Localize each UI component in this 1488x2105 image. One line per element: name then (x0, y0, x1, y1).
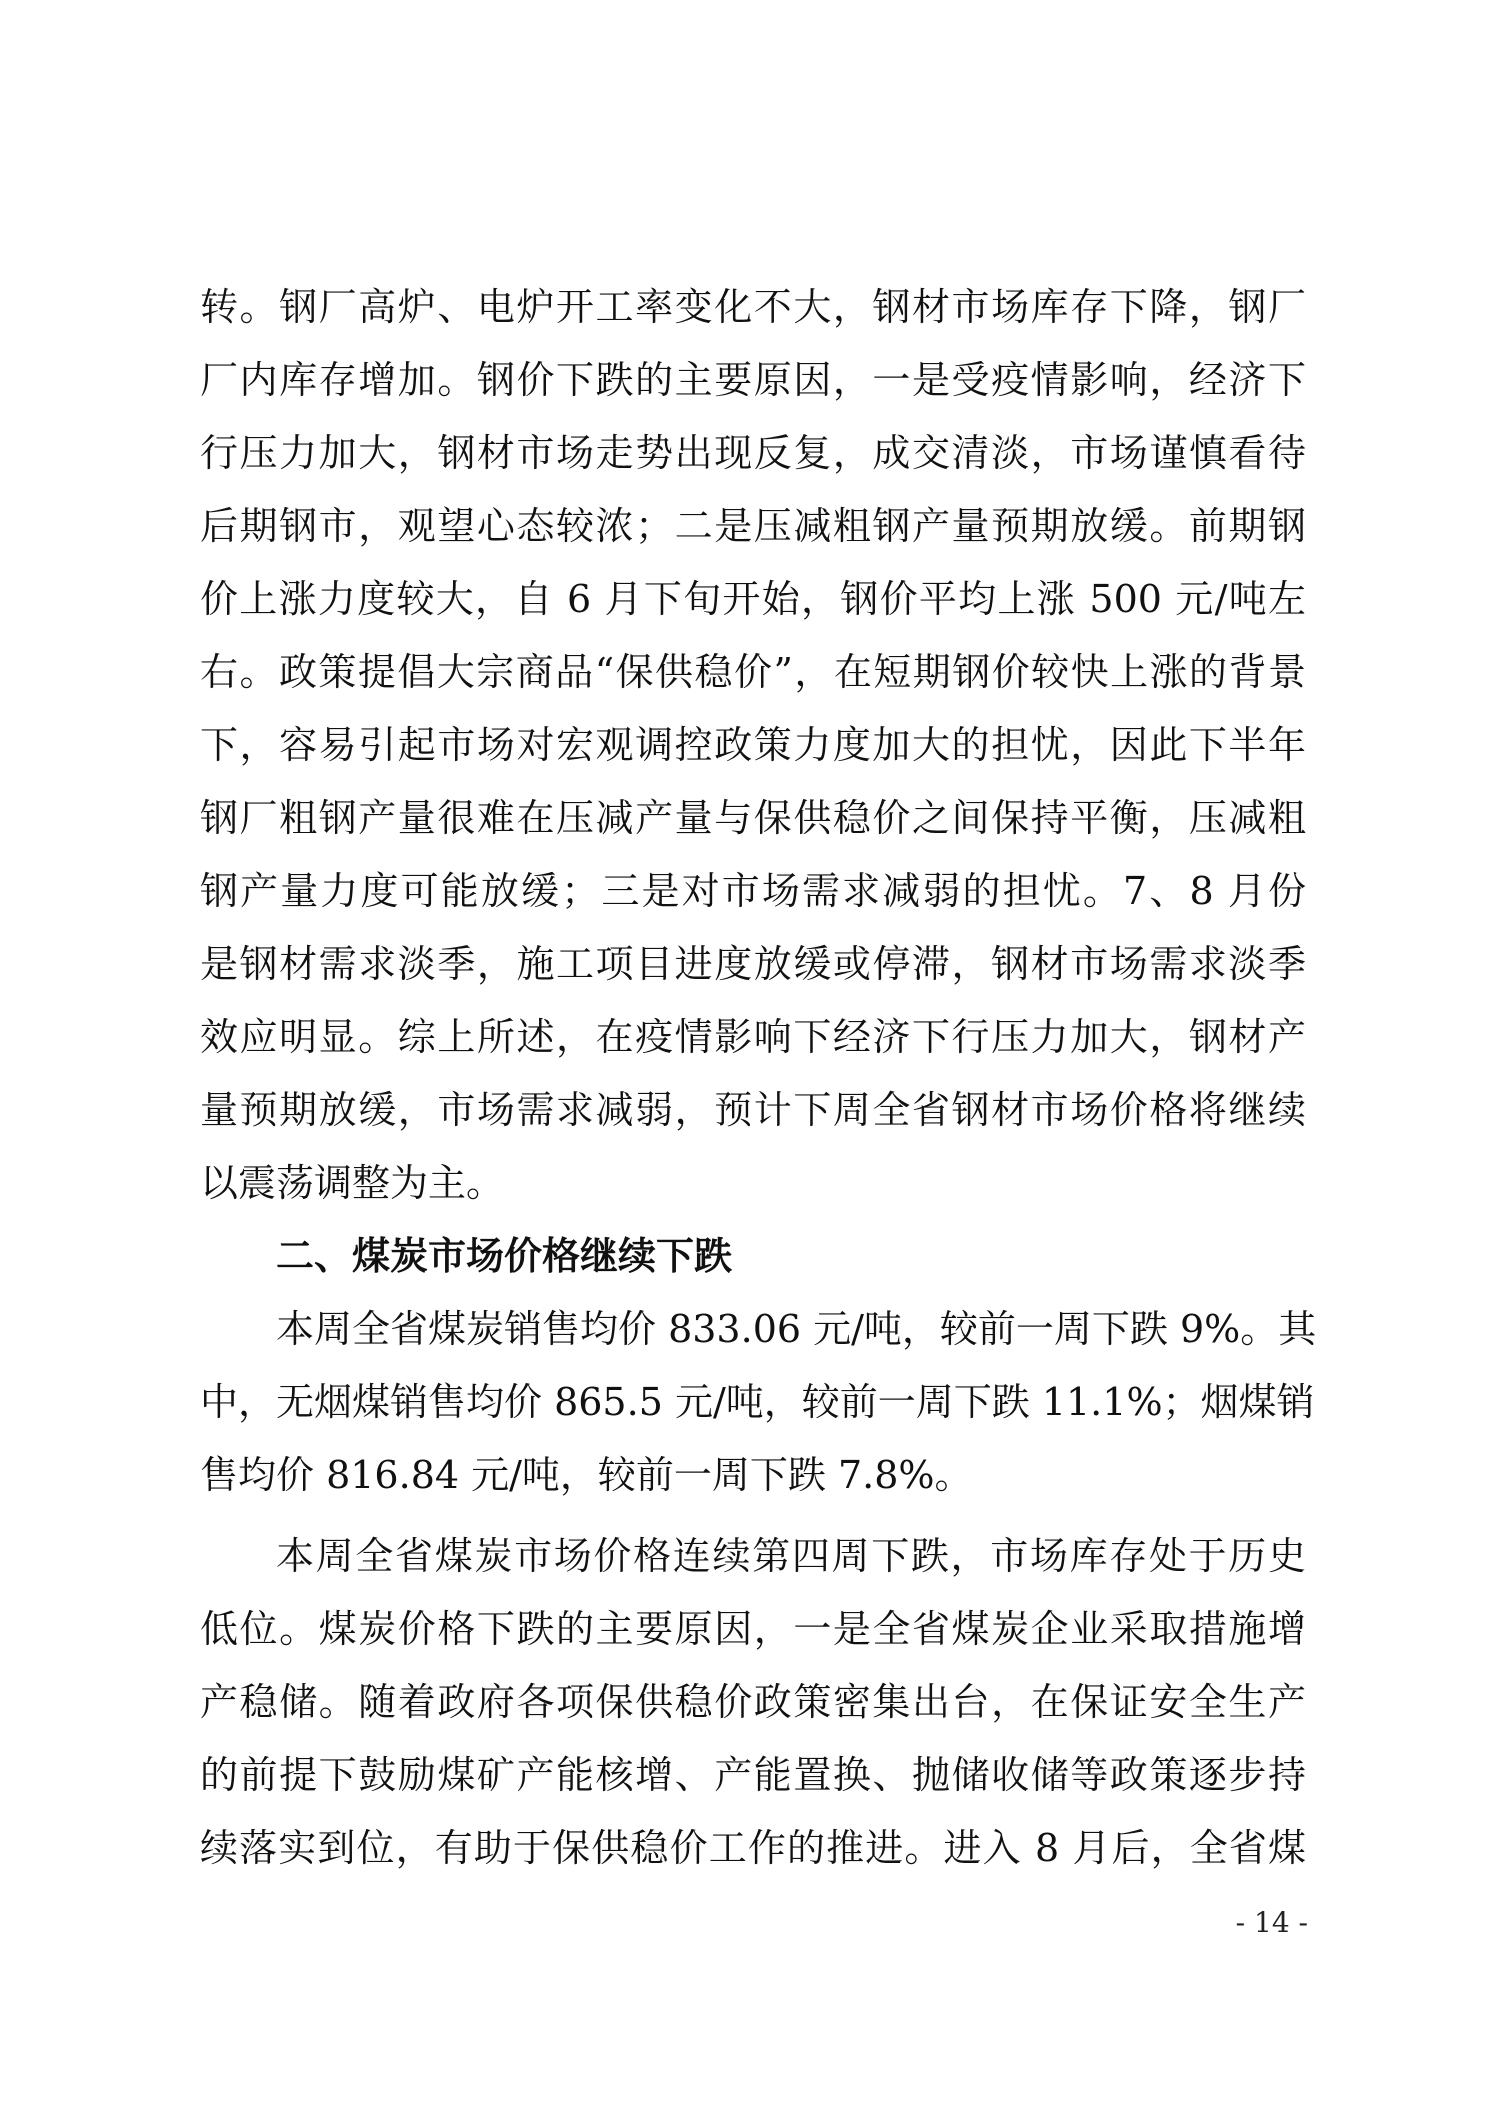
text-line: 中，无烟煤销售均价 865.5 元/吨，较前一周下跌 11.1%；烟煤销 (200, 1380, 1315, 1424)
text-line: 价上涨力度较大，自 6 月下旬开始，钢价平均上涨 500 元/吨左 (200, 577, 1306, 621)
text-line: 钢产量力度可能放缓；三是对市场需求减弱的担忧。7、8 月份 (200, 869, 1306, 913)
text-line: 售均价 816.84 元/吨，较前一周下跌 7.8%。 (200, 1453, 973, 1497)
page-number: - 14 - (1235, 1906, 1308, 1939)
text-line: 厂内库存增加。钢价下跌的主要原因，一是受疫情影响，经济下 (200, 358, 1306, 402)
text-line: 转。钢厂高炉、电炉开工率变化不大，钢材市场库存下降，钢厂 (200, 285, 1306, 329)
text-line: 以震荡调整为主。 (200, 1161, 505, 1205)
text-line: 本周全省煤炭销售均价 833.06 元/吨，较前一周下跌 9%。其 (276, 1307, 1317, 1351)
paragraph-gap (200, 1512, 1306, 1520)
text-line: 是钢材需求淡季，施工项目进度放缓或停滞，钢材市场需求淡季 (200, 942, 1306, 986)
text-line: 产稳储。随着政府各项保供稳价政策密集出台，在保证安全生产 (200, 1680, 1306, 1724)
paragraph-coal-prices (200, 1293, 1317, 1512)
text-line: 量预期放缓，市场需求减弱，预计下周全省钢材市场价格将继续 (200, 1088, 1306, 1132)
text-line: 行压力加大，钢材市场走势出现反复，成交清淡，市场谨慎看待 (200, 431, 1306, 475)
text-line: 的前提下鼓励煤矿产能核增、产能置换、抛储收储等政策逐步持 (200, 1753, 1306, 1797)
text-line: 钢厂粗钢产量很难在压减产量与保供稳价之间保持平衡，压减粗 (200, 796, 1306, 840)
paragraph-steel-analysis (200, 271, 1306, 1220)
text-line: 右。政策提倡大宗商品“保供稳价”，在短期钢价较快上涨的背景 (200, 650, 1306, 694)
section-heading-coal: 二、煤炭市场价格继续下跌 (276, 1234, 733, 1278)
text-line: 下，容易引起市场对宏观调控政策力度加大的担忧，因此下半年 (200, 723, 1306, 767)
text-line: 续落实到位，有助于保供稳价工作的推进。进入 8 月后，全省煤 (200, 1826, 1306, 1870)
document-body (200, 271, 1317, 1885)
text-line: 本周全省煤炭市场价格连续第四周下跌，市场库存处于历史 (276, 1534, 1306, 1578)
paragraph-coal-analysis (200, 1520, 1306, 1885)
text-line: 效应明显。综上所述，在疫情影响下经济下行压力加大，钢材产 (200, 1015, 1306, 1059)
text-line: 后期钢市，观望心态较浓；二是压减粗钢产量预期放缓。前期钢 (200, 504, 1306, 548)
text-line: 低位。煤炭价格下跌的主要原因，一是全省煤炭企业采取措施增 (200, 1607, 1306, 1651)
